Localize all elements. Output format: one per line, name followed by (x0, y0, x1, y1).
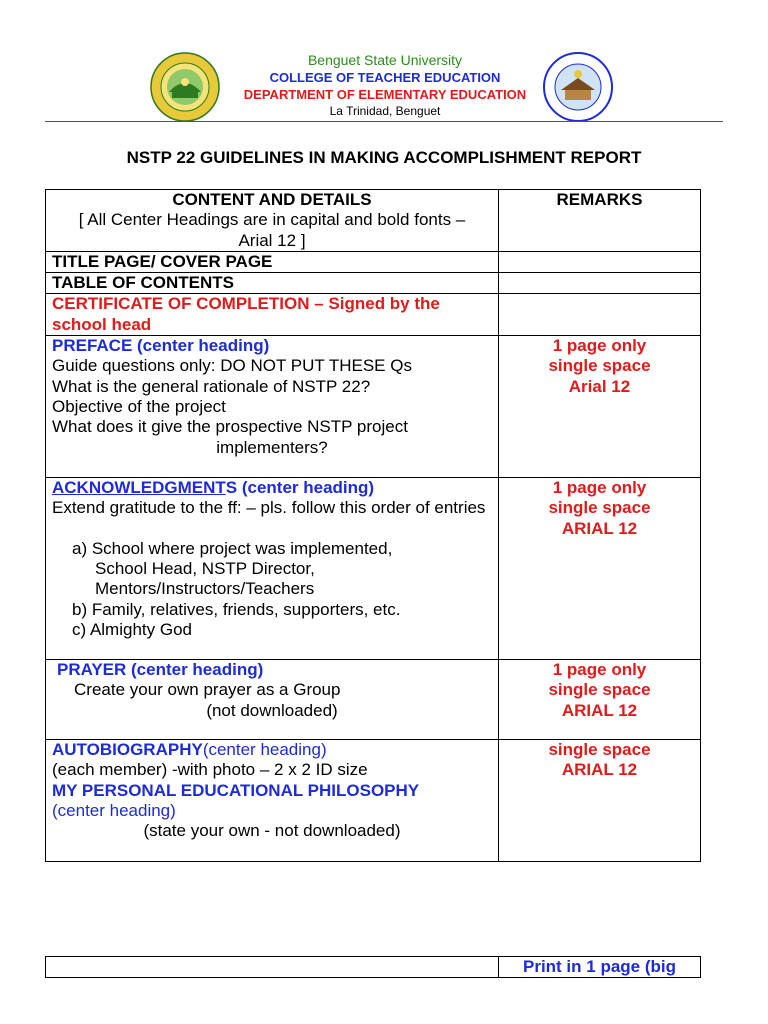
autobiography-cell (46, 740, 499, 862)
university-name: Benguet State University (307, 52, 463, 68)
table-row (46, 660, 701, 740)
acknowledgments-heading-s: S (225, 478, 238, 498)
title-page-remarks (499, 251, 701, 272)
prayer-line: Create your own prayer as a Group (74, 680, 341, 700)
list-item: b) Family, relatives, friends, supporters, etc. (72, 599, 401, 619)
table-row (46, 740, 701, 862)
letterhead (0, 0, 768, 125)
college-name: COLLEGE OF TEACHER EDUCATION (269, 70, 501, 85)
table-row (46, 294, 701, 336)
table-row (46, 478, 701, 660)
remark-line: Arial 12 (568, 376, 631, 396)
autobiography-heading (52, 740, 492, 760)
remark-line: single space (548, 356, 651, 376)
continuation-remarks: Print in 1 page (big (499, 957, 701, 978)
remark-line: single space (548, 740, 651, 760)
acknowledgments-heading-underlined: ACKNOWLEDGMENT (52, 478, 226, 498)
title-page-cell: TITLE PAGE/ COVER PAGE (46, 251, 499, 272)
remark-line: single space (548, 680, 651, 700)
acknowledgments-remarks (499, 478, 701, 660)
autobiography-remarks (499, 740, 701, 862)
remark-line: single space (548, 498, 651, 518)
list-item: a) School where project was implemented, (72, 538, 393, 558)
spacer (52, 519, 492, 539)
remark-line: ARIAL 12 (561, 518, 638, 538)
autobiography-line: (each member) -with photo – 2 x 2 ID size (52, 760, 368, 780)
preface-remarks (499, 336, 701, 478)
table-row (46, 957, 701, 978)
table-row (46, 251, 701, 272)
preface-heading: PREFACE (center heading) (52, 336, 270, 356)
heading-note-font: Arial 12 ] (238, 230, 306, 250)
remarks-header-cell (499, 190, 701, 252)
remark-line: ARIAL 12 (561, 700, 638, 720)
toc-remarks (499, 273, 701, 294)
remarks-column-heading: REMARKS (556, 190, 643, 209)
remark-line: ARIAL 12 (561, 760, 638, 780)
content-column-heading: CONTENT AND DETAILS (172, 190, 372, 209)
remark-line: 1 page only (552, 478, 647, 498)
remark-line: 1 page only (552, 660, 647, 680)
continuation-content-cell (46, 957, 499, 978)
table-row (46, 273, 701, 294)
table-row (46, 336, 701, 478)
acknowledgments-cell (46, 478, 499, 660)
autobiography-heading-note: (center heading) (202, 740, 327, 760)
list-item: c) Almighty God (72, 619, 192, 639)
preface-line: Objective of the project (52, 396, 226, 416)
preface-line: implementers? (216, 437, 328, 457)
prayer-line: (not downloaded) (206, 700, 338, 720)
prayer-heading: PRAYER (center heading) (57, 660, 264, 680)
list-item: Mentors/Instructors/Teachers (95, 579, 315, 599)
heading-note: [ All Center Headings are in capital and bold fonts – (78, 210, 466, 230)
certificate-cell: CERTIFICATE OF COMPLETION – Signed by the school head (46, 294, 499, 336)
department-name: DEPARTMENT OF ELEMENTARY EDUCATION (243, 87, 527, 102)
cte-seal-icon (543, 52, 613, 122)
guidelines-table (45, 189, 701, 862)
continuation-table (45, 956, 701, 978)
content-header-cell (46, 190, 499, 252)
acknowledgments-heading (52, 478, 492, 498)
preface-cell (46, 336, 499, 478)
prayer-cell (46, 660, 499, 740)
bsu-seal-icon (150, 52, 220, 122)
location: La Trinidad, Benguet (329, 104, 441, 118)
philosophy-heading: MY PERSONAL EDUCATIONAL PHILOSOPHY (52, 780, 420, 800)
table-header-row (46, 190, 701, 252)
autobiography-heading-bold: AUTOBIOGRAPHY (52, 740, 203, 760)
acknowledgments-intro: Extend gratitude to the ff: – pls. follow this order of entries (52, 498, 486, 518)
header-divider (45, 121, 723, 122)
document-title: NSTP 22 GUIDELINES IN MAKING ACCOMPLISHMENT REPORT (126, 148, 642, 167)
certificate-remarks (499, 294, 701, 336)
letterhead-text (230, 52, 540, 120)
preface-line: What is the general rationale of NSTP 22? (52, 376, 371, 396)
philosophy-line: (state your own - not downloaded) (143, 821, 401, 841)
list-item: School Head, NSTP Director, (95, 558, 315, 578)
preface-line: Guide questions only: DO NOT PUT THESE Qs (52, 356, 412, 376)
prayer-remarks (499, 660, 701, 740)
remark-line: 1 page only (552, 336, 647, 356)
toc-cell: TABLE OF CONTENTS (46, 273, 499, 294)
philosophy-heading-note: (center heading) (52, 800, 176, 820)
preface-line: What does it give the prospective NSTP project (52, 417, 408, 437)
acknowledgments-heading-note: (center heading) (237, 478, 375, 498)
